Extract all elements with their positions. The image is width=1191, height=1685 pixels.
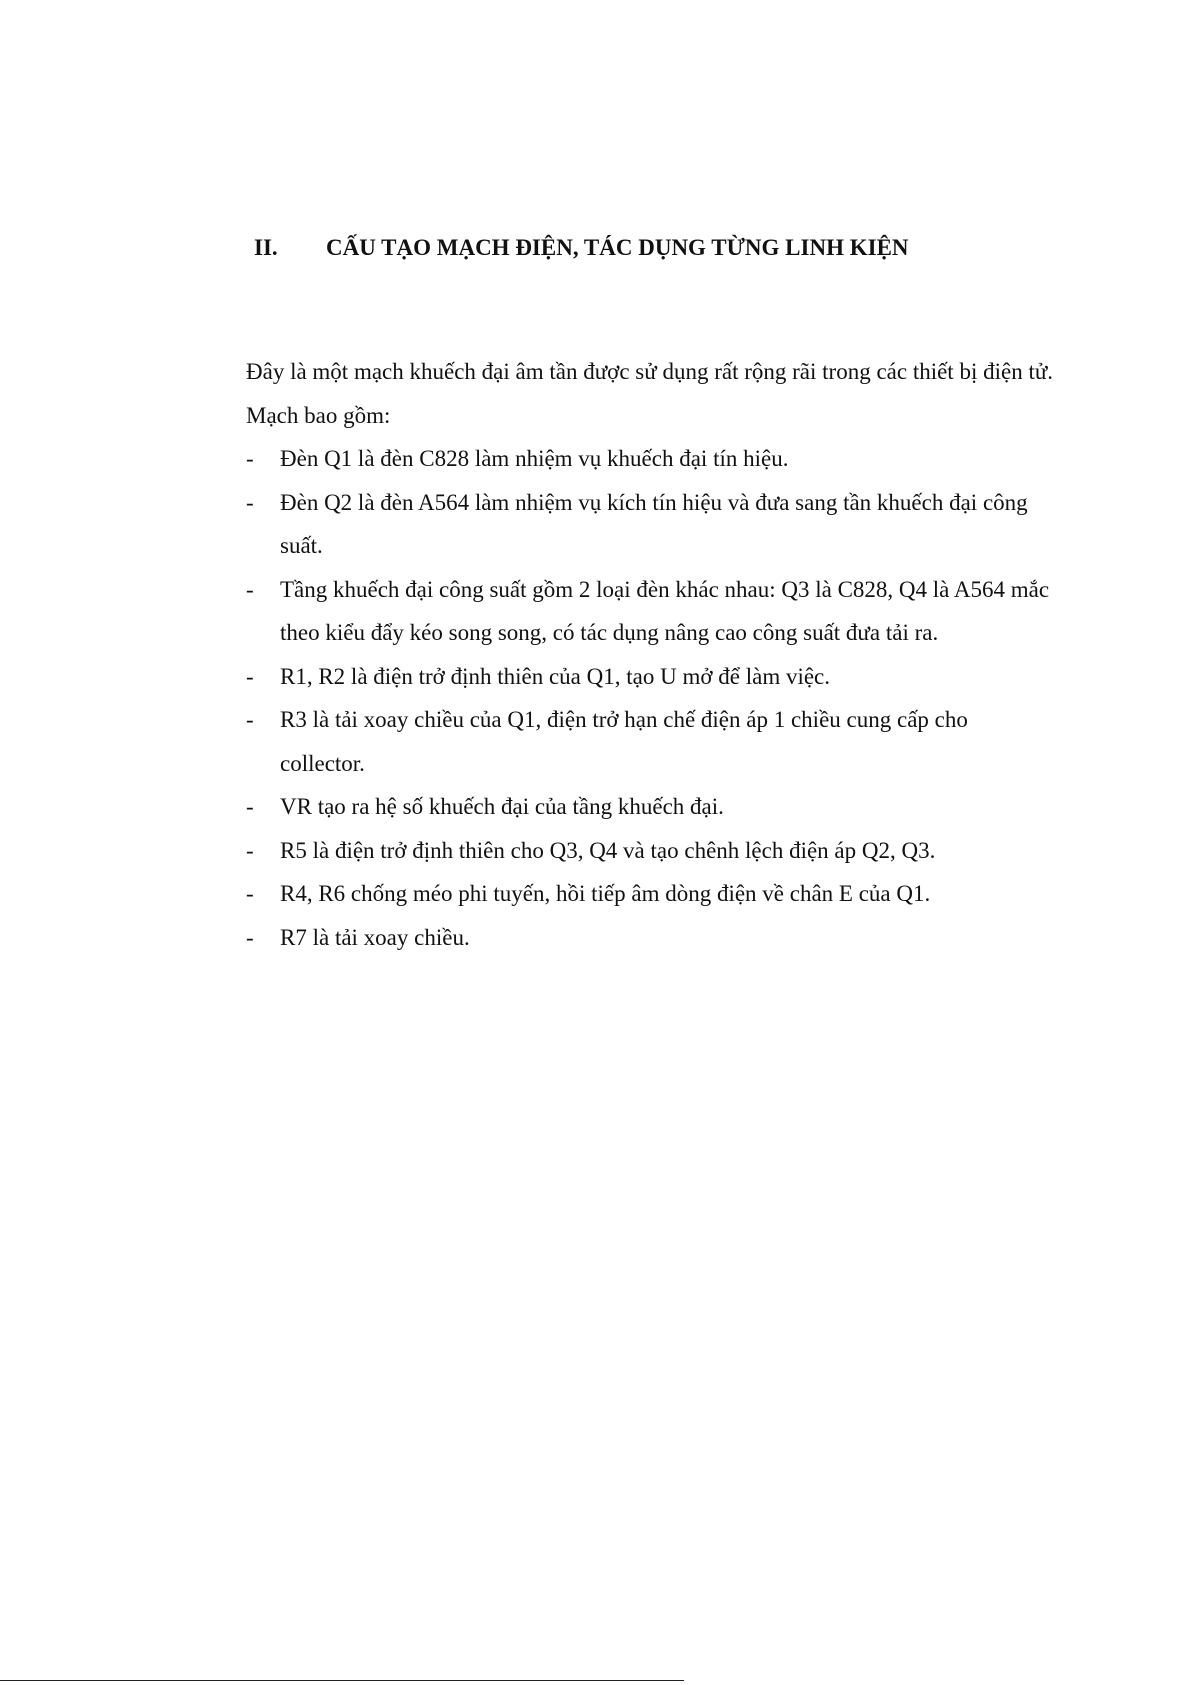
list-item bbox=[246, 481, 1056, 568]
intro-paragraph bbox=[246, 350, 1056, 437]
section-heading bbox=[254, 233, 909, 263]
list-item-text: Đèn Q2 là đèn A564 làm nhiệm vụ kích tín hiệu và đưa sang tần khuếch đại công suất. bbox=[280, 489, 1028, 558]
list-item bbox=[246, 829, 1056, 873]
section-title: CẤU TẠO MẠCH ĐIỆN, TÁC DỤNG TỪNG LINH KIỆN bbox=[326, 235, 909, 260]
list-item bbox=[246, 437, 1056, 481]
list-item-text: R1, R2 là điện trở định thiên của Q1, tạo U mở để làm việc. bbox=[280, 663, 831, 689]
list-item-text: Tầng khuếch đại công suất gồm 2 loại đèn khác nhau: Q3 là C828, Q4 là A564 mắc theo kiểu đẩy kéo song song, có tác dụng nâng cao công suất đưa tải ra. bbox=[280, 576, 1050, 645]
list-item bbox=[246, 655, 1056, 699]
bullet-dash: - bbox=[246, 794, 254, 819]
bullet-dash: - bbox=[246, 881, 254, 906]
footer-divider bbox=[0, 1680, 684, 1681]
bullet-dash: - bbox=[246, 924, 254, 950]
intro-text: Đây là một mạch khuếch đại âm tần được sử dụng rất rộng rãi trong các thiết bị điện tử. Mạch bao gồm: bbox=[246, 359, 1054, 428]
section-number: II. bbox=[254, 235, 278, 260]
bullet-dash: - bbox=[246, 446, 254, 471]
bullet-dash: - bbox=[246, 576, 254, 602]
bullet-dash: - bbox=[246, 837, 254, 863]
list-item-text: R3 là tải xoay chiều của Q1, điện trở hạn chế điện áp 1 chiều cung cấp cho collector. bbox=[280, 707, 968, 776]
bullet-dash: - bbox=[246, 663, 254, 689]
list-item bbox=[246, 785, 1056, 829]
list-item-text: R7 là tải xoay chiều. bbox=[280, 924, 470, 950]
list-item bbox=[246, 872, 1056, 916]
list-item bbox=[246, 916, 1056, 960]
bullet-dash: - bbox=[246, 707, 254, 732]
list-item bbox=[246, 698, 1056, 785]
list-item bbox=[246, 568, 1056, 655]
component-list bbox=[246, 437, 1056, 959]
bullet-dash: - bbox=[246, 489, 254, 515]
list-item-text: VR tạo ra hệ số khuếch đại của tầng khuếch đại. bbox=[280, 794, 724, 819]
list-item-text: R4, R6 chống méo phi tuyến, hồi tiếp âm dòng điện về chân E của Q1. bbox=[280, 881, 931, 906]
list-item-text: R5 là điện trở định thiên cho Q3, Q4 và tạo chênh lệch điện áp Q2, Q3. bbox=[280, 837, 936, 863]
list-item-text: Đèn Q1 là đèn C828 làm nhiệm vụ khuếch đại tín hiệu. bbox=[280, 446, 789, 471]
